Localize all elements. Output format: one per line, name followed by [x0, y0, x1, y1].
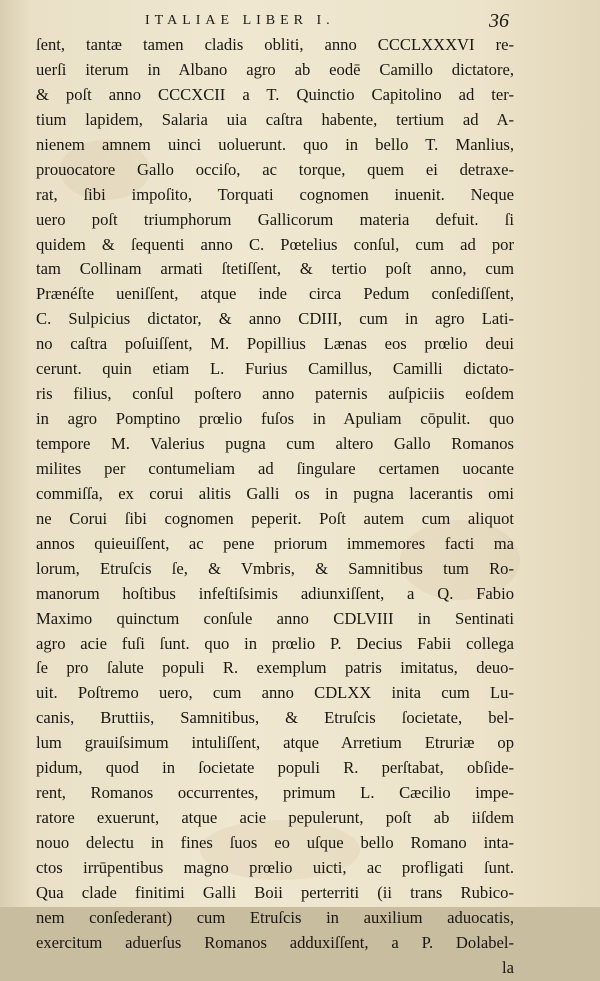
text-line: rat, ſibi impoſito, Torquati cognomen inuenit. Neque — [36, 184, 514, 204]
text-line: uerſi iterum in Albano agro ab eodē Camillo dictatore, — [36, 59, 514, 79]
text-line: pidum, quod in ſocietate populi R. perſtabat, obſide- — [36, 758, 514, 778]
text-line: ne Corui ſibi cognomen peperit. Poſt autem cum aliquot — [36, 508, 514, 528]
text-line: tempore M. Valerius pugna cum altero Gallo Romanos — [36, 434, 514, 453]
text-line: no caſtra poſuiſſent, M. Popillius Lænas eos prœlio deui — [36, 334, 514, 354]
text-line: cerunt. quin etiam L. Furius Camillus, Camilli dictato- — [36, 359, 514, 379]
running-title: ITALIAE LIBER I. — [145, 13, 335, 28]
text-line: nem conſederant) cum Etruſcis in auxilium aduocatis, — [36, 907, 514, 927]
text-line: Prænéſte ueniſſent, atque inde circa Pedum conſediſſent, — [36, 284, 514, 304]
text-line: canis, Bruttiis, Samnitibus, & Etruſcis ſocietate, bel- — [36, 708, 514, 728]
text-line: ſent, tantæ tamen cladis obliti, anno CCCLXXXVI re- — [36, 35, 514, 54]
text-line: & poſt anno CCCXCII a T. Quinctio Capitolino ad ter- — [36, 84, 514, 104]
catchword: la — [502, 957, 514, 977]
text-line: lum grauiſsimum intuliſſent, atque Arretium Etruriæ op — [36, 733, 514, 753]
text-line: prouocatore Gallo occiſo, ac torque, quem ei detraxe- — [36, 159, 514, 179]
text-line: commiſſa, ex corui alitis Galli os in pugna lacerantis omi — [36, 483, 514, 503]
text-line: annos quieuiſſent, ac pene priorum immemores facti ma — [36, 533, 514, 553]
text-line: tam Collinam armati ſtetiſſent, & tertio poſt anno, cum — [36, 259, 514, 279]
text-line: exercitum aduerſus Romanos adduxiſſent, a P. Dolabel- — [36, 932, 514, 952]
page-number: 36 — [489, 10, 509, 32]
text-line: ſe pro ſalute populi R. exemplum patris imitatus, deuo- — [36, 658, 514, 678]
text-line: ctos irrūpentibus magno prœlio uicti, ac profligati ſunt. — [36, 857, 514, 877]
text-line: Qua clade finitimi Galli Boii perterriti (ii trans Rubico- — [36, 882, 514, 902]
text-line: Maximo quinctum conſule anno CDLVIII in Sentinati — [36, 608, 514, 628]
text-line: nouo delectu in fines ſuos eo uſque bello Romano inta- — [36, 833, 514, 852]
text-line: rent, Romanos occurrentes, primum L. Cæcilio impe- — [36, 783, 514, 803]
text-line: manorum hoſtibus infeſtiſsimis adiunxiſſent, a Q. Fabio — [36, 583, 514, 603]
text-line: ratore exuerunt, atque acie pepulerunt, poſt ab iiſdem — [36, 808, 514, 828]
text-line: in agro Pomptino prœlio fuſos in Apuliam cōpulit. quo — [36, 409, 514, 429]
text-line: agro acie fuſi ſunt. quo in prœlio P. Decius Fabii collega — [36, 633, 514, 653]
text-line: tium lapidem, Salaria uia caſtra habente, tertium ad A- — [36, 109, 514, 129]
text-line: quidem & ſequenti anno C. Pœtelius conſul, cum ad por — [36, 234, 514, 254]
text-line: lorum, Etruſcis ſe, & Vmbris, & Samnitibus tum Ro- — [36, 558, 514, 578]
body-text — [36, 33, 514, 981]
text-line: uero poſt triumphorum Gallicorum materia defuit. ſi — [36, 209, 514, 229]
text-line: ris filius, conſul poſtero anno paternis auſpiciis eoſdem — [36, 384, 514, 404]
text-line: milites per contumeliam ad ſingulare certamen uocante — [36, 458, 514, 478]
text-line: nienem amnem uinci uoluerunt. quo in bello T. Manlius, — [36, 134, 514, 154]
text-line: C. Sulpicius dictator, & anno CDIII, cum in agro Lati- — [36, 309, 514, 329]
text-line: uit. Poſtremo uero, cum anno CDLXX inita cum Lu- — [36, 683, 514, 703]
